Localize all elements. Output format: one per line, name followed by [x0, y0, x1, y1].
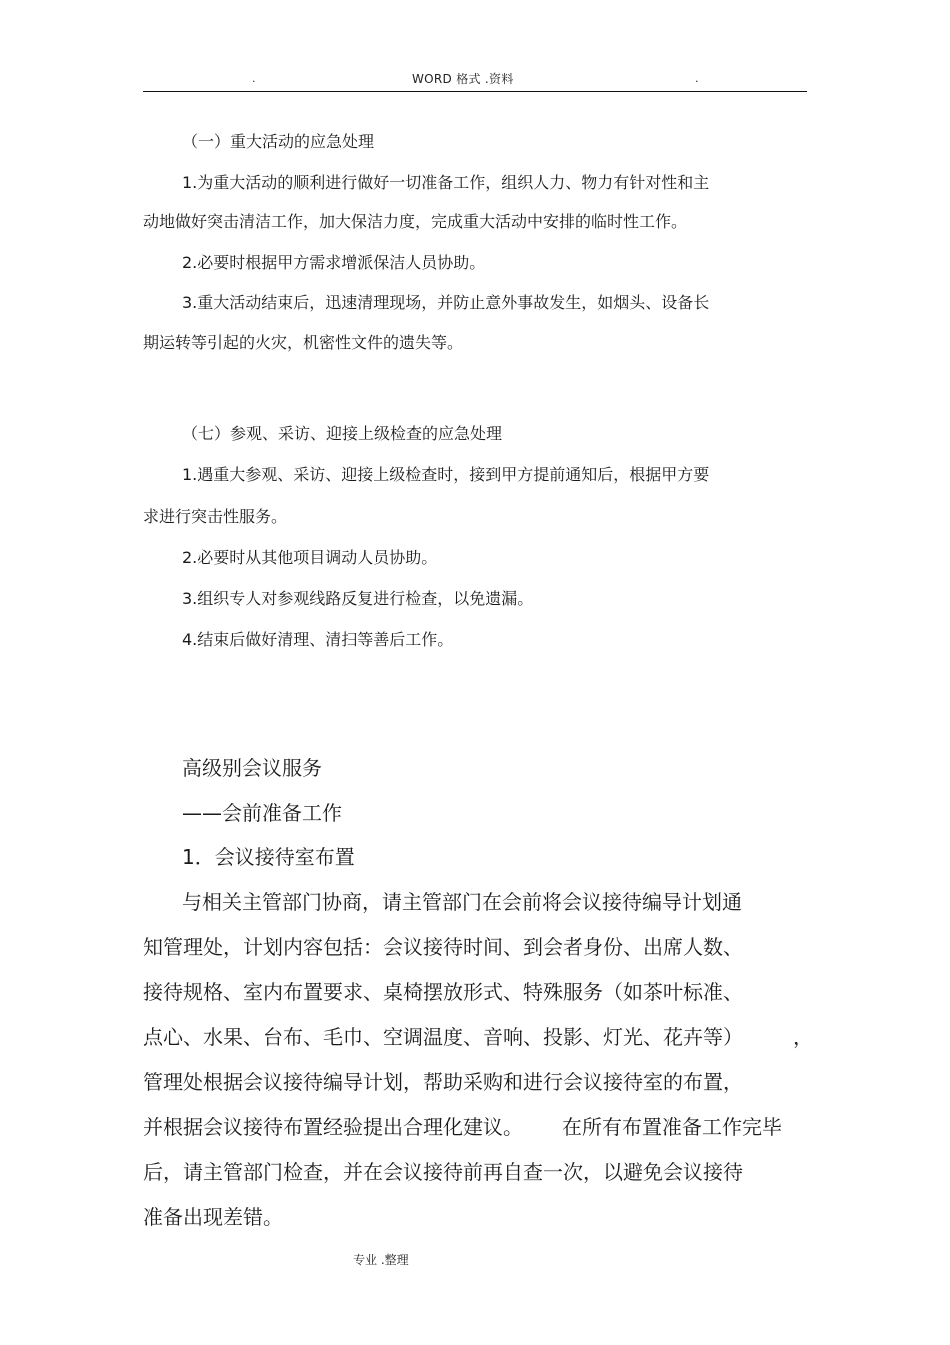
para-line-4: 点心、水果、台布、毛巾、空调温度、音响、投影、灯光、花卉等）: [143, 1025, 743, 1049]
section-b-item2: 2.必要时从其他项目调动人员协助。: [182, 548, 438, 567]
section-c-item-heading: 1．会议接待室布置: [182, 845, 355, 869]
section-b-item4: 4.结束后做好清理、清扫等善后工作。: [182, 630, 454, 649]
header-left-dot: .: [252, 72, 256, 85]
section-a-item1-line2: 动地做好突击清洁工作，加大保洁力度，完成重大活动中安排的临时性工作。: [143, 212, 688, 231]
section-a-item3-line1: 3.重大活动结束后，迅速清理现场，并防止意外事故发生，如烟头、设备长: [182, 293, 710, 312]
section-b-item1-line1: 1.遇重大参观、采访、迎接上级检查时，接到甲方提前通知后，根据甲方要: [182, 465, 710, 484]
trailing-comma: ，: [793, 1025, 813, 1049]
section-b-item1-line2: 求进行突击性服务。: [143, 507, 288, 526]
header-rule: [143, 91, 807, 92]
section-a-item1-line1: 1.为重大活动的顺利进行做好一切准备工作，组织人力、物力有针对性和主: [182, 173, 710, 192]
para-line-5: 管理处根据会议接待编导计划，帮助采购和进行会议接待室的布置，: [143, 1070, 743, 1094]
section-c-title: 高级别会议服务: [182, 756, 322, 780]
para-line-8: 准备出现差错。: [143, 1205, 283, 1229]
section-a-item2: 2.必要时根据甲方需求增派保洁人员协助。: [182, 253, 486, 272]
para-line-2: 知管理处，计划内容包括：会议接待时间、到会者身份、出席人数、: [143, 935, 743, 959]
section-a-item3-line2: 期运转等引起的火灾，机密性文件的遗失等。: [143, 333, 464, 352]
section-b-item3: 3.组织专人对参观线路反复进行检查，以免遗漏。: [182, 589, 534, 608]
header-title: WORD 格式 .资料: [412, 72, 514, 86]
section-a-heading: （一）重大活动的应急处理: [182, 132, 375, 151]
para-line-3: 接待规格、室内布置要求、桌椅摆放形式、特殊服务（如茶叶标准、: [143, 980, 743, 1004]
section-b-heading: （七）参观、采访、迎接上级检查的应急处理: [182, 424, 503, 443]
section-c-subtitle: ——会前准备工作: [182, 801, 342, 825]
para-line-7: 后，请主管部门检查，并在会议接待前再自查一次，以避免会议接待: [143, 1160, 743, 1184]
para-line-6a: 并根据会议接待布置经验提出合理化建议。: [143, 1115, 523, 1139]
para-line-6b: 在所有布置准备工作完毕: [562, 1115, 782, 1139]
header-right-dot: .: [695, 72, 699, 85]
footer-text: 专业 .整理: [353, 1253, 409, 1267]
para-line-1: 与相关主管部门协商，请主管部门在会前将会议接待编导计划通: [182, 890, 742, 914]
